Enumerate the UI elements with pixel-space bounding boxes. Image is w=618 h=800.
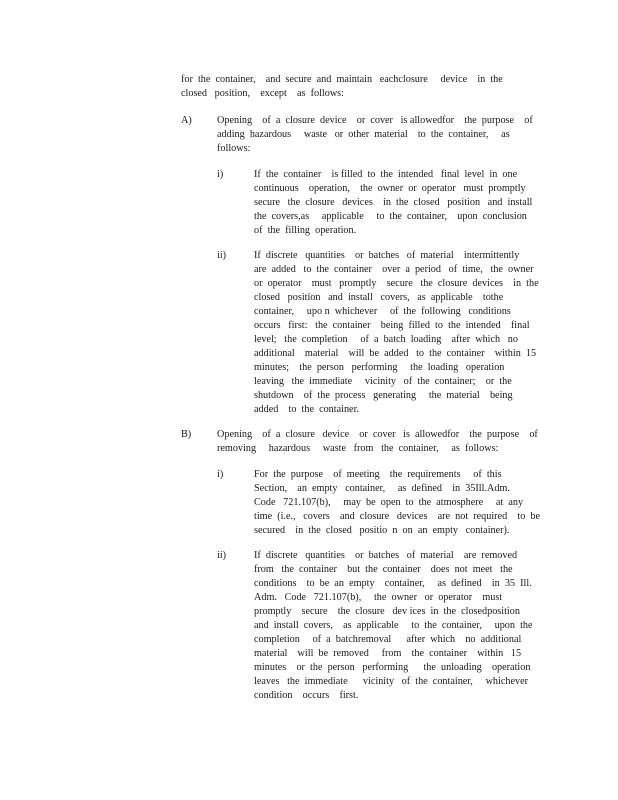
text-line: follows: bbox=[217, 143, 251, 154]
text-line: Opening of a closure device or cover is allowedfor the purpose of bbox=[217, 429, 538, 440]
item-marker: B) bbox=[181, 429, 192, 440]
text-line: closed position, except as follows: bbox=[181, 88, 344, 99]
text-line: If discrete quantities or batches of material are removed bbox=[254, 550, 518, 561]
text-line: time (i.e., covers and closure devices are not required to be bbox=[254, 511, 541, 522]
text-line: completion of a batchremoval after which no additional bbox=[254, 634, 522, 645]
sub-item-marker: i) bbox=[217, 469, 224, 480]
text-line: closed position and install covers, as applicable tothe bbox=[254, 292, 504, 303]
text-line: continuous operation, the owner or operator must promptly bbox=[254, 183, 526, 194]
text-line: leaving the immediate vicinity of the container; or the bbox=[254, 376, 512, 387]
sub-item-marker: i) bbox=[217, 169, 224, 180]
text-line: If the container is filled to the intended final level in one bbox=[254, 169, 518, 180]
text-line: Adm. Code 721.107(b), the owner or operator must bbox=[254, 592, 503, 603]
text-line: Section, an empty container, as defined in 35Ill.Adm. bbox=[254, 483, 510, 494]
text-line: If discrete quantities or batches of material intermittently bbox=[254, 250, 520, 261]
text-line: minutes; the person performing the loading operation bbox=[254, 362, 505, 373]
text-line: conditions to be an empty container, as defined in 35 Ill. bbox=[254, 578, 532, 589]
text-line: adding hazardous waste or other material to the container, as bbox=[217, 129, 510, 140]
text-line: additional material will be added to the container within 15 bbox=[254, 348, 537, 359]
text-line: of the filling operation. bbox=[254, 225, 357, 236]
text-line: for the container, and secure and maintain eachclosure device in the bbox=[181, 74, 503, 85]
text-line: added to the container. bbox=[254, 404, 359, 415]
sub-item-marker: ii) bbox=[217, 250, 227, 261]
text-line: occurs first: the container being filled to the intended final bbox=[254, 320, 530, 331]
text-line: minutes or the person performing the unloading operation bbox=[254, 662, 531, 673]
text-line: the covers,as applicable to the container, upon conclusion bbox=[254, 211, 527, 222]
text-line: Code 721.107(b), may be open to the atmosphere at any bbox=[254, 497, 524, 508]
text-line: container, upo n whichever of the following conditions bbox=[254, 306, 511, 317]
text-line: leaves the immediate vicinity of the container, whichever bbox=[254, 676, 528, 687]
sub-item-marker: ii) bbox=[217, 550, 227, 561]
text-line: are added to the container over a period of time, the owner bbox=[254, 264, 534, 275]
text-line: secure the closure devices in the closed position and install bbox=[254, 197, 533, 208]
text-line: from the container but the container does not meet the bbox=[254, 564, 513, 575]
text-line: removing hazardous waste from the container, as follows: bbox=[217, 443, 499, 454]
text-line: For the purpose of meeting the requirements of this bbox=[254, 469, 502, 480]
text-line: or operator must promptly secure the closure devices in the bbox=[254, 278, 539, 289]
text-line: and install covers, as applicable to the container, upon the bbox=[254, 620, 533, 631]
text-line: shutdown of the process generating the material being bbox=[254, 390, 513, 401]
text-line: material will be removed from the container within 15 bbox=[254, 648, 522, 659]
text-line: condition occurs first. bbox=[254, 690, 359, 701]
text-line: Opening of a closure device or cover is allowedfor the purpose of bbox=[217, 115, 533, 126]
text-line: secured in the closed positio n on an empty container). bbox=[254, 525, 510, 536]
text-line: level; the completion of a batch loading after which no bbox=[254, 334, 518, 345]
item-marker: A) bbox=[181, 115, 192, 126]
text-line: promptly secure the closure dev ices in the closedposition bbox=[254, 606, 520, 617]
